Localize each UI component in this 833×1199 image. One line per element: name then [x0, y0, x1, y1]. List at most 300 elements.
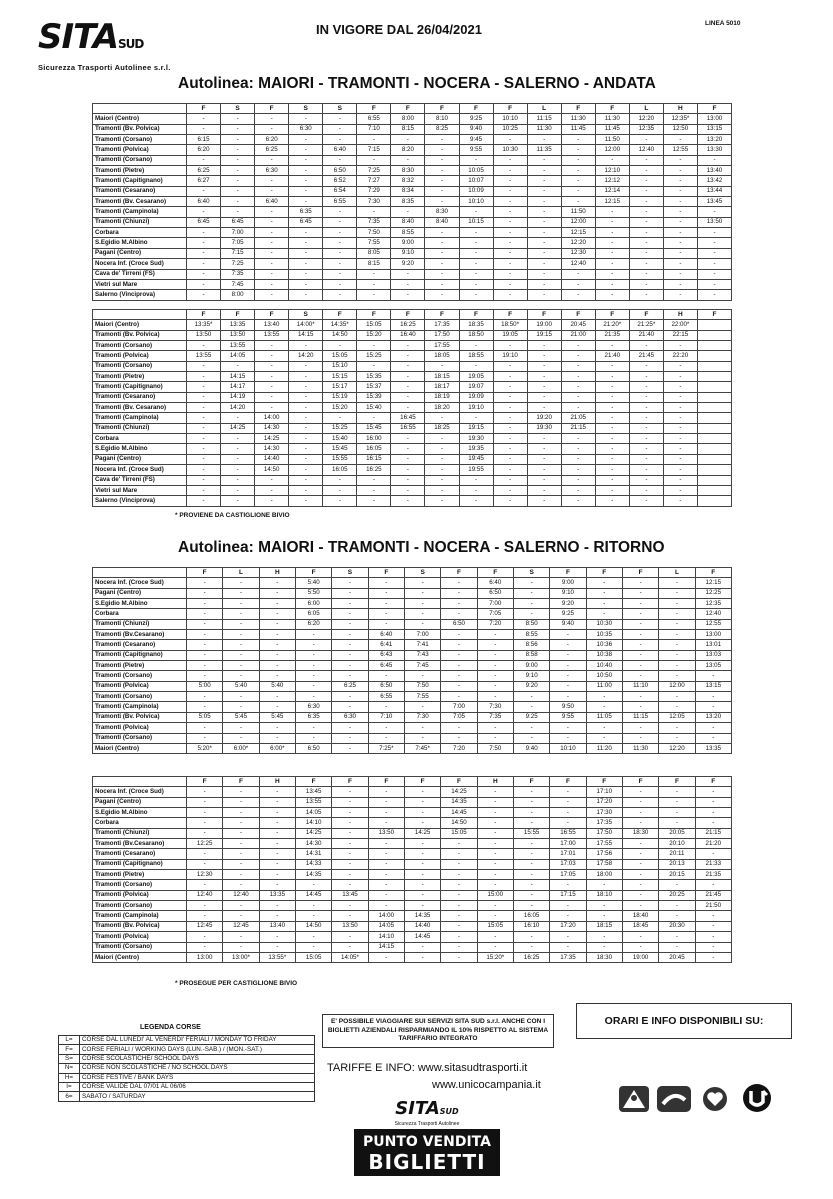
stop-row: [93, 475, 732, 485]
departure-time: -: [368, 849, 404, 859]
departure-time: 15:45: [323, 444, 357, 454]
day-type-code: F: [368, 568, 404, 578]
departure-time: -: [663, 382, 697, 392]
departure-time: -: [289, 444, 323, 454]
departure-time: -: [425, 361, 459, 371]
departure-time: -: [289, 238, 323, 248]
departure-time: 15:45: [357, 423, 391, 433]
departure-time: 9:40: [550, 619, 586, 629]
departure-time: 9:25: [550, 609, 586, 619]
departure-time: 14:31: [295, 849, 331, 859]
departure-time: -: [332, 839, 368, 849]
heart-icon: [703, 1087, 727, 1111]
line-code: LINEA 5010: [705, 20, 741, 27]
departure-time: -: [622, 901, 658, 911]
stop-name: Tramonti (Bv.Cesarano): [93, 630, 187, 640]
departure-time: 8:50: [513, 619, 549, 629]
departure-time: -: [187, 588, 223, 598]
legend-value: CORSE SCOLASTICHE/ SCHOOL DAYS: [80, 1054, 315, 1063]
day-type-code: S: [289, 104, 323, 114]
departure-time: -: [425, 238, 459, 248]
departure-time: -: [561, 135, 595, 145]
departure-time: -: [513, 692, 549, 702]
departure-time: -: [289, 166, 323, 176]
day-type-code: F: [255, 104, 289, 114]
departure-time: 14:10: [295, 818, 331, 828]
departure-time: 17:35: [586, 818, 622, 828]
departure-time: 6:41: [368, 640, 404, 650]
departure-time: [697, 351, 731, 361]
departure-time: 9:10: [391, 248, 425, 258]
departure-time: -: [255, 238, 289, 248]
departure-time: -: [561, 454, 595, 464]
departure-time: 15:55: [513, 828, 549, 838]
departure-time: -: [622, 733, 658, 743]
departure-time: -: [513, 599, 549, 609]
departure-time: 15:10: [323, 361, 357, 371]
departure-time: -: [663, 454, 697, 464]
departure-time: -: [295, 630, 331, 640]
departure-time: 18:00: [586, 870, 622, 880]
departure-time: -: [659, 932, 695, 942]
departure-time: -: [187, 423, 221, 433]
punto-line1: PUNTO VENDITA: [363, 1134, 491, 1150]
departure-time: 12:40: [187, 890, 223, 900]
departure-time: 13:15: [697, 124, 731, 134]
departure-time: -: [663, 238, 697, 248]
stop-row: [93, 228, 732, 238]
departure-time: -: [221, 475, 255, 485]
departure-time: -: [527, 465, 561, 475]
legend-value: CORSE VALIDE DAL 07/01 AL 06/06: [80, 1082, 315, 1091]
departure-time: 8:34: [391, 186, 425, 196]
departure-time: 14:05: [221, 351, 255, 361]
departure-time: -: [332, 599, 368, 609]
departure-time: -: [441, 880, 477, 890]
departure-time: 10:40: [586, 661, 622, 671]
departure-time: -: [527, 454, 561, 464]
departure-time: -: [477, 640, 513, 650]
departure-time: 16:55: [550, 828, 586, 838]
departure-time: -: [477, 932, 513, 942]
departure-time: -: [659, 942, 695, 952]
departure-time: -: [441, 942, 477, 952]
departure-time: -: [513, 901, 549, 911]
departure-time: -: [629, 361, 663, 371]
departure-time: 14:17: [221, 382, 255, 392]
departure-time: -: [223, 640, 259, 650]
departure-time: -: [663, 485, 697, 495]
departure-time: -: [659, 599, 695, 609]
departure-time: -: [187, 880, 223, 890]
departure-time: -: [391, 279, 425, 289]
departure-time: -: [323, 217, 357, 227]
day-type-code: F: [513, 777, 549, 787]
departure-time: -: [289, 423, 323, 433]
departure-time: -: [223, 911, 259, 921]
departure-time: -: [391, 372, 425, 382]
departure-time: -: [595, 496, 629, 506]
andata-timetable-1: [92, 103, 732, 301]
departure-time: 9:25: [459, 114, 493, 124]
departure-time: -: [659, 901, 695, 911]
departure-time: -: [493, 413, 527, 423]
departure-time: [697, 434, 731, 444]
departure-time: -: [629, 485, 663, 495]
departure-time: -: [187, 228, 221, 238]
departure-time: -: [697, 290, 731, 300]
departure-time: 14:05: [368, 921, 404, 931]
departure-time: 19:30: [527, 423, 561, 433]
unicocampania-link[interactable]: www.unicocampania.it: [432, 1079, 541, 1091]
departure-time: 18:30: [586, 952, 622, 962]
departure-time: -: [697, 279, 731, 289]
departure-time: 19:10: [493, 351, 527, 361]
departure-time: -: [586, 702, 622, 712]
departure-time: -: [255, 248, 289, 258]
departure-time: -: [659, 911, 695, 921]
departure-time: -: [332, 859, 368, 869]
departure-time: 16:05: [323, 465, 357, 475]
stop-row: [93, 952, 732, 962]
departure-time: 9:20: [513, 681, 549, 691]
departure-time: -: [259, 880, 295, 890]
departure-time: -: [404, 787, 440, 797]
departure-time: [697, 320, 731, 330]
stop-name: Tramonti (Polvica): [93, 681, 187, 691]
departure-time: -: [187, 911, 223, 921]
departure-time: -: [622, 702, 658, 712]
departure-time: -: [391, 465, 425, 475]
departure-time: -: [550, 942, 586, 952]
departure-time: -: [289, 372, 323, 382]
day-type-code: F: [550, 568, 586, 578]
departure-time: 5:40: [259, 681, 295, 691]
departure-time: -: [404, 797, 440, 807]
stop-row: [93, 890, 732, 900]
departure-time: -: [595, 372, 629, 382]
departure-time: 14:35*: [323, 320, 357, 330]
departure-time: -: [513, 609, 549, 619]
departure-time: 9:20: [550, 599, 586, 609]
departure-time: 14:50: [441, 818, 477, 828]
stop-row: [93, 217, 732, 227]
departure-time: -: [404, 942, 440, 952]
departure-time: -: [223, 619, 259, 629]
stop-name: Tramonti (Chiunzi): [93, 619, 187, 629]
departure-time: 20:30: [659, 921, 695, 931]
day-type-code: F: [357, 310, 391, 320]
day-type-code: F: [695, 568, 731, 578]
departure-time: -: [622, 723, 658, 733]
stop-row: [93, 630, 732, 640]
departure-time: -: [629, 423, 663, 433]
departure-time: [697, 361, 731, 371]
departure-time: -: [391, 341, 425, 351]
departure-time: -: [391, 351, 425, 361]
departure-time: -: [259, 599, 295, 609]
departure-time: -: [527, 351, 561, 361]
stop-row: [93, 269, 732, 279]
legend-value: CORSE DAL LUNEDI' AL VENERDI' FERIALI / MONDAY TO FRIDAY: [80, 1036, 315, 1045]
departure-time: -: [527, 207, 561, 217]
departure-time: -: [391, 496, 425, 506]
stop-row: [93, 361, 732, 371]
departure-time: 15:05: [323, 351, 357, 361]
departure-time: 8:15: [391, 124, 425, 134]
departure-time: -: [295, 723, 331, 733]
departure-time: 6:55: [368, 692, 404, 702]
departure-time: -: [187, 361, 221, 371]
andata-timetable-2: [92, 309, 732, 507]
departure-time: 14:45: [441, 808, 477, 818]
departure-time: -: [295, 911, 331, 921]
day-type-code: F: [391, 104, 425, 114]
departure-time: -: [622, 630, 658, 640]
departure-time: -: [289, 135, 323, 145]
departure-time: 21:33: [695, 859, 731, 869]
stop-name: Tramonti (Pietre): [93, 661, 187, 671]
departure-time: -: [187, 465, 221, 475]
departure-time: 18:55: [459, 351, 493, 361]
stop-name: Tramonti (Bv. Polvica): [93, 124, 187, 134]
departure-time: -: [659, 702, 695, 712]
departure-time: -: [223, 818, 259, 828]
stop-name: Tramonti (Corsano): [93, 155, 187, 165]
stop-row: [93, 609, 732, 619]
departure-time: 19:15: [459, 423, 493, 433]
departure-time: -: [289, 145, 323, 155]
day-type-code: F: [323, 310, 357, 320]
stop-name: Nocera Inf. (Croce Sud): [93, 578, 187, 588]
stop-header: [93, 777, 187, 787]
departure-time: -: [187, 259, 221, 269]
stop-name: Tramonti (Corsano): [93, 692, 187, 702]
departure-time: 11:35: [527, 145, 561, 155]
departure-time: 8:58: [513, 650, 549, 660]
departure-time: 16:15: [357, 454, 391, 464]
departure-time: 9:55: [459, 145, 493, 155]
departure-time: -: [659, 787, 695, 797]
departure-time: -: [187, 818, 223, 828]
departure-time: 17:50: [586, 828, 622, 838]
departure-time: -: [221, 465, 255, 475]
stop-row: [93, 932, 732, 942]
day-type-code: F: [187, 310, 221, 320]
departure-time: -: [255, 372, 289, 382]
validity-date: IN VIGORE DAL 26/04/2021: [316, 22, 482, 37]
departure-time: -: [221, 176, 255, 186]
departure-time: -: [441, 671, 477, 681]
departure-time: 15:40: [323, 434, 357, 444]
departure-time: 11:30: [527, 124, 561, 134]
stop-name: Tramonti (Bv. Polvica): [93, 712, 187, 722]
departure-time: 16:05: [513, 911, 549, 921]
departure-time: 9:10: [550, 588, 586, 598]
departure-time: 12:25: [695, 588, 731, 598]
departure-time: -: [289, 413, 323, 423]
departure-time: -: [289, 269, 323, 279]
departure-time: -: [223, 859, 259, 869]
departure-time: -: [259, 870, 295, 880]
departure-time: -: [561, 372, 595, 382]
departure-time: 11:50: [561, 207, 595, 217]
departure-time: -: [622, 787, 658, 797]
departure-time: 12:00: [659, 681, 695, 691]
departure-time: 18:10: [586, 890, 622, 900]
departure-time: -: [187, 372, 221, 382]
departure-time: 15:05: [295, 952, 331, 962]
stop-name: Tramonti (Bv. Cesarano): [93, 403, 187, 413]
departure-time: -: [259, 942, 295, 952]
departure-time: -: [561, 382, 595, 392]
departure-time: -: [259, 650, 295, 660]
departure-time: 13:44: [697, 186, 731, 196]
departure-time: -: [391, 382, 425, 392]
stop-row: [93, 485, 732, 495]
departure-time: -: [550, 692, 586, 702]
departure-time: -: [622, 839, 658, 849]
departure-time: -: [425, 176, 459, 186]
departure-time: -: [323, 238, 357, 248]
departure-time: 17:20: [586, 797, 622, 807]
departure-time: -: [629, 197, 663, 207]
departure-time: -: [477, 661, 513, 671]
departure-time: -: [187, 671, 223, 681]
departure-time: -: [289, 228, 323, 238]
departure-time: 17:50: [425, 330, 459, 340]
departure-time: -: [477, 797, 513, 807]
departure-time: 7:10: [357, 124, 391, 134]
departure-time: 16:25: [357, 465, 391, 475]
day-type-code: F: [459, 310, 493, 320]
punto-line2: BIGLIETTI: [368, 1150, 486, 1174]
departure-time: -: [663, 135, 697, 145]
departure-time: -: [259, 932, 295, 942]
departure-time: -: [368, 859, 404, 869]
day-type-code: L: [527, 104, 561, 114]
departure-time: -: [187, 692, 223, 702]
departure-time: -: [697, 155, 731, 165]
departure-time: -: [622, 578, 658, 588]
departure-time: -: [259, 733, 295, 743]
departure-time: 9:00: [513, 661, 549, 671]
departure-time: -: [391, 454, 425, 464]
departure-time: -: [368, 797, 404, 807]
departure-time: 5:05: [187, 712, 223, 722]
departure-time: -: [595, 279, 629, 289]
departure-time: 7:45: [404, 661, 440, 671]
departure-time: -: [595, 248, 629, 258]
departure-time: 12:30: [187, 870, 223, 880]
stop-row: [93, 712, 732, 722]
departure-time: -: [223, 870, 259, 880]
departure-time: -: [561, 155, 595, 165]
departure-time: -: [289, 197, 323, 207]
departure-time: 6:00*: [223, 743, 259, 753]
departure-time: -: [695, 723, 731, 733]
stop-name: Tramonti (Campinola): [93, 702, 187, 712]
stop-name: Tramonti (Cesarano): [93, 640, 187, 650]
stop-name: Pagani (Centro): [93, 588, 187, 598]
departure-time: -: [425, 135, 459, 145]
departure-time: -: [659, 661, 695, 671]
departure-time: -: [459, 207, 493, 217]
departure-time: -: [404, 619, 440, 629]
departure-time: 8:30: [425, 207, 459, 217]
departure-time: 6:45: [368, 661, 404, 671]
departure-time: 12:45: [187, 921, 223, 931]
departure-time: 16:05: [357, 444, 391, 454]
departure-time: 14:50: [323, 330, 357, 340]
departure-time: -: [595, 444, 629, 454]
day-type-code: S: [323, 104, 357, 114]
stop-name: Tramonti (Capitignano): [93, 859, 187, 869]
departure-time: 7:05: [477, 609, 513, 619]
departure-time: -: [391, 361, 425, 371]
departure-time: -: [357, 279, 391, 289]
departure-time: 13:35: [259, 890, 295, 900]
departure-time: -: [289, 434, 323, 444]
stop-name: Tramonti (Pietre): [93, 870, 187, 880]
stop-name: Tramonti (Polvica): [93, 723, 187, 733]
stop-name: Pagani (Centro): [93, 454, 187, 464]
departure-time: 7:00: [221, 228, 255, 238]
departure-time: 6:40: [368, 630, 404, 640]
departure-time: -: [622, 880, 658, 890]
departure-time: -: [663, 475, 697, 485]
stop-row: [93, 351, 732, 361]
departure-time: 12:55: [663, 145, 697, 155]
day-type-code: F: [527, 310, 561, 320]
departure-time: -: [187, 238, 221, 248]
departure-time: 6:40: [323, 145, 357, 155]
departure-time: -: [550, 640, 586, 650]
day-type-code: F: [659, 777, 695, 787]
departure-time: 6:00*: [259, 743, 295, 753]
departure-time: -: [289, 403, 323, 413]
tariffe-link[interactable]: TARIFFE E INFO: www.sitasudtrasporti.it: [327, 1062, 528, 1074]
departure-time: 19:00: [527, 320, 561, 330]
stop-name: Maiori (Centro): [93, 114, 187, 124]
legend-key: L=: [59, 1036, 80, 1045]
departure-time: -: [391, 485, 425, 495]
departure-time: 18:40: [622, 911, 658, 921]
day-type-code: F: [561, 310, 595, 320]
departure-time: 20:45: [659, 952, 695, 962]
departure-time: 15:05: [441, 828, 477, 838]
departure-time: 14:25: [255, 434, 289, 444]
departure-time: -: [259, 808, 295, 818]
departure-time: 9:00: [391, 238, 425, 248]
departure-time: -: [259, 839, 295, 849]
departure-time: -: [332, 797, 368, 807]
stop-name: Tramonti (Campinola): [93, 911, 187, 921]
departure-time: 13:03: [695, 650, 731, 660]
departure-time: 12:55: [695, 619, 731, 629]
departure-time: [697, 465, 731, 475]
departure-time: -: [527, 496, 561, 506]
departure-time: -: [289, 475, 323, 485]
departure-time: -: [629, 496, 663, 506]
departure-time: 18:25: [425, 423, 459, 433]
departure-time: 12:30: [561, 248, 595, 258]
departure-time: -: [295, 681, 331, 691]
departure-time: 21:45: [695, 890, 731, 900]
departure-time: -: [695, 921, 731, 931]
departure-time: 18:45: [622, 921, 658, 931]
day-type-header-row: [93, 310, 732, 320]
